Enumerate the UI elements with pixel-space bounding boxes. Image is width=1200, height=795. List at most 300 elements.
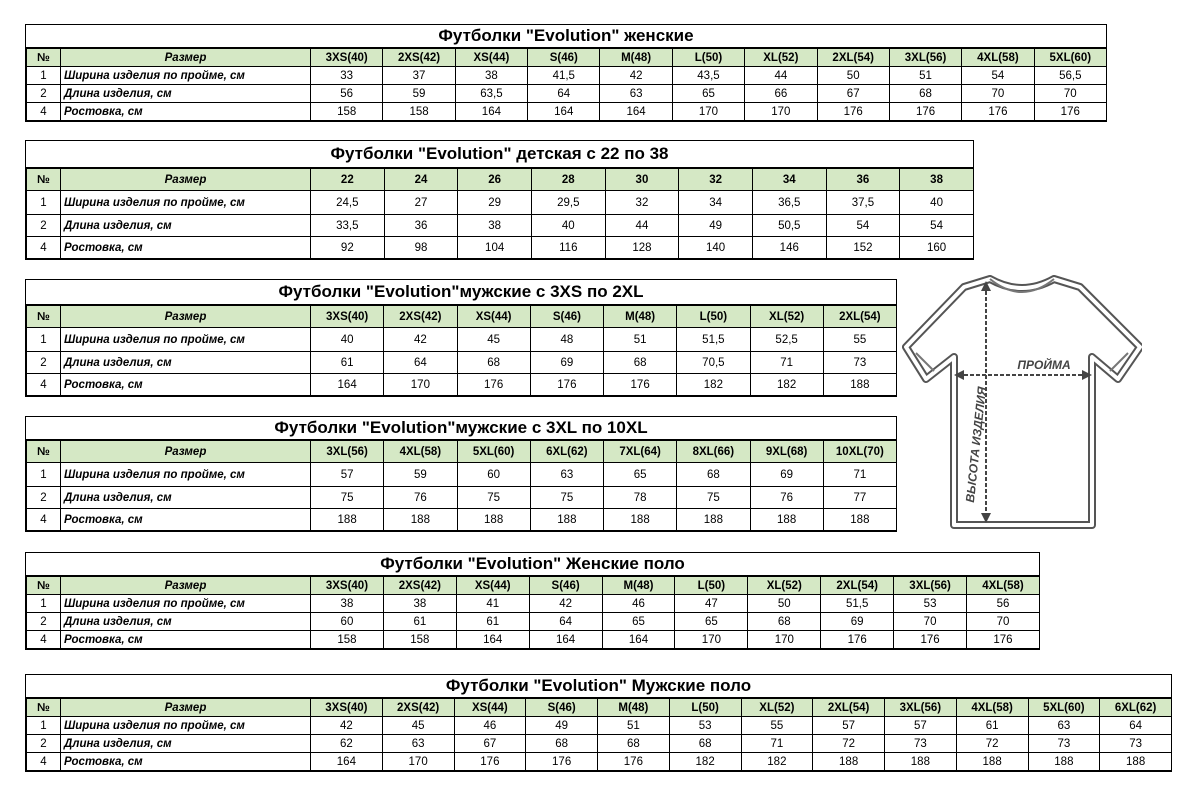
row-label: Ширина изделия по пройме, см bbox=[61, 595, 311, 613]
table-cell: 72 bbox=[956, 735, 1028, 753]
table-cell: 63 bbox=[600, 85, 672, 103]
size-column-header: M(48) bbox=[598, 699, 670, 717]
table-cell: 176 bbox=[604, 374, 677, 396]
table-cell: 59 bbox=[384, 463, 457, 487]
row-number: 4 bbox=[27, 374, 61, 396]
table-cell: 53 bbox=[894, 595, 967, 613]
table-cell: 75 bbox=[457, 487, 530, 509]
table-cell: 63,5 bbox=[455, 85, 527, 103]
table-cell: 76 bbox=[384, 487, 457, 509]
row-number: 1 bbox=[27, 191, 61, 215]
table-cell: 45 bbox=[382, 717, 454, 735]
table-cell: 29 bbox=[458, 191, 532, 215]
size-column-header: 8XL(66) bbox=[677, 441, 750, 463]
row-label: Ростовка, см bbox=[61, 631, 311, 649]
row-label: Длина изделия, см bbox=[61, 487, 311, 509]
number-header: № bbox=[27, 699, 61, 717]
table-cell: 182 bbox=[677, 374, 750, 396]
table-cell: 54 bbox=[826, 215, 900, 237]
size-column-header: L(50) bbox=[672, 49, 744, 67]
size-column-header: S(46) bbox=[529, 577, 602, 595]
row-number: 2 bbox=[27, 85, 61, 103]
size-column-header: 10XL(70) bbox=[823, 441, 896, 463]
table-cell: 65 bbox=[675, 613, 748, 631]
table-header-row bbox=[27, 49, 1107, 67]
row-number: 1 bbox=[27, 67, 61, 85]
row-label: Ширина изделия по пройме, см bbox=[61, 717, 311, 735]
table-row bbox=[27, 717, 1172, 735]
size-column-header: 3XS(40) bbox=[311, 306, 384, 328]
table-cell: 68 bbox=[669, 735, 741, 753]
row-number: 2 bbox=[27, 215, 61, 237]
table-row bbox=[27, 103, 1107, 121]
size-table bbox=[25, 552, 1040, 650]
size-column-header: 24 bbox=[384, 169, 458, 191]
table-row bbox=[27, 753, 1172, 771]
table-cell: 92 bbox=[311, 237, 385, 259]
row-label: Ширина изделия по пройме, см bbox=[61, 463, 311, 487]
row-number: 1 bbox=[27, 595, 61, 613]
table-cell: 164 bbox=[529, 631, 602, 649]
size-column-header: XL(52) bbox=[745, 49, 817, 67]
table-cell: 49 bbox=[679, 215, 753, 237]
table-cell: 69 bbox=[530, 352, 603, 374]
table-cell: 27 bbox=[384, 191, 458, 215]
table-header-row bbox=[27, 577, 1040, 595]
table-cell: 64 bbox=[529, 613, 602, 631]
tshirt-diagram bbox=[902, 275, 1142, 530]
row-number: 4 bbox=[27, 753, 61, 771]
row-number: 2 bbox=[27, 352, 61, 374]
table-row bbox=[27, 613, 1040, 631]
size-column-header: 3XL(56) bbox=[885, 699, 957, 717]
table-cell: 44 bbox=[745, 67, 817, 85]
size-table bbox=[25, 279, 897, 397]
table-cell: 61 bbox=[456, 613, 529, 631]
size-column-header: 4XL(58) bbox=[956, 699, 1028, 717]
table-cell: 38 bbox=[311, 595, 384, 613]
table-cell: 42 bbox=[529, 595, 602, 613]
table-cell: 63 bbox=[530, 463, 603, 487]
table-row bbox=[27, 215, 974, 237]
table-cell: 51,5 bbox=[677, 328, 750, 352]
table-row bbox=[27, 631, 1040, 649]
size-column-header: 28 bbox=[531, 169, 605, 191]
number-header: № bbox=[27, 49, 61, 67]
table-cell: 56 bbox=[311, 85, 383, 103]
table-cell: 170 bbox=[384, 374, 457, 396]
table-cell: 60 bbox=[311, 613, 384, 631]
table-header-row bbox=[27, 699, 1172, 717]
table-cell: 158 bbox=[383, 631, 456, 649]
size-column-header: M(48) bbox=[600, 49, 672, 67]
table-cell: 41,5 bbox=[528, 67, 600, 85]
table-cell: 46 bbox=[602, 595, 675, 613]
table-cell: 152 bbox=[826, 237, 900, 259]
table-cell: 57 bbox=[885, 717, 957, 735]
table-cell: 188 bbox=[1100, 753, 1172, 771]
table-cell: 176 bbox=[821, 631, 894, 649]
size-column-header: XS(44) bbox=[455, 49, 527, 67]
table-cell: 69 bbox=[821, 613, 894, 631]
table-cell: 34 bbox=[679, 191, 753, 215]
table-cell: 64 bbox=[384, 352, 457, 374]
table-cell: 45 bbox=[457, 328, 530, 352]
table-cell: 65 bbox=[602, 613, 675, 631]
row-number: 2 bbox=[27, 735, 61, 753]
size-column-header: 32 bbox=[679, 169, 753, 191]
size-column-header: XS(44) bbox=[457, 306, 530, 328]
table-cell: 40 bbox=[900, 191, 974, 215]
table-row bbox=[27, 191, 974, 215]
table-row bbox=[27, 328, 897, 352]
size-column-header: 34 bbox=[752, 169, 826, 191]
table-cell: 63 bbox=[382, 735, 454, 753]
table-cell: 164 bbox=[602, 631, 675, 649]
size-column-header: 3XS(40) bbox=[311, 699, 383, 717]
table-cell: 65 bbox=[672, 85, 744, 103]
table-cell: 164 bbox=[600, 103, 672, 121]
table-cell: 47 bbox=[675, 595, 748, 613]
size-column-header: S(46) bbox=[528, 49, 600, 67]
table-row bbox=[27, 509, 897, 531]
size-column-header: 5XL(60) bbox=[457, 441, 530, 463]
size-header: Размер bbox=[61, 699, 311, 717]
table-cell: 71 bbox=[823, 463, 896, 487]
table-cell: 98 bbox=[384, 237, 458, 259]
row-label: Ростовка, см bbox=[61, 374, 311, 396]
table-row bbox=[27, 487, 897, 509]
table-cell: 176 bbox=[889, 103, 961, 121]
row-number: 1 bbox=[27, 717, 61, 735]
table-cell: 73 bbox=[1028, 735, 1100, 753]
table-cell: 48 bbox=[530, 328, 603, 352]
table-cell: 188 bbox=[813, 753, 885, 771]
table-cell: 75 bbox=[677, 487, 750, 509]
table-cell: 61 bbox=[956, 717, 1028, 735]
size-column-header: 38 bbox=[900, 169, 974, 191]
table-row bbox=[27, 595, 1040, 613]
table-cell: 41 bbox=[456, 595, 529, 613]
table-cell: 188 bbox=[823, 509, 896, 531]
table-cell: 164 bbox=[528, 103, 600, 121]
table-cell: 51 bbox=[604, 328, 677, 352]
table-cell: 146 bbox=[752, 237, 826, 259]
table-cell: 68 bbox=[748, 613, 821, 631]
table-cell: 176 bbox=[526, 753, 598, 771]
table-cell: 70 bbox=[967, 613, 1040, 631]
table-cell: 50 bbox=[817, 67, 889, 85]
size-column-header: 5XL(60) bbox=[1034, 49, 1106, 67]
table-cell: 61 bbox=[383, 613, 456, 631]
table-cell: 40 bbox=[311, 328, 384, 352]
table-cell: 188 bbox=[530, 509, 603, 531]
table-cell: 67 bbox=[454, 735, 526, 753]
table-cell: 182 bbox=[750, 374, 823, 396]
table-title: Футболки "Evolution" Женские поло bbox=[26, 553, 1039, 576]
table-cell: 170 bbox=[748, 631, 821, 649]
table-title: Футболки "Evolution" женские bbox=[26, 25, 1106, 48]
table-cell: 68 bbox=[526, 735, 598, 753]
table-cell: 78 bbox=[604, 487, 677, 509]
size-column-header: 4XL(58) bbox=[967, 577, 1040, 595]
size-column-header: XL(52) bbox=[748, 577, 821, 595]
table-cell: 68 bbox=[604, 352, 677, 374]
table-cell: 71 bbox=[741, 735, 813, 753]
table-cell: 56 bbox=[967, 595, 1040, 613]
row-label: Ростовка, см bbox=[61, 753, 311, 771]
size-table bbox=[25, 140, 974, 260]
size-header: Размер bbox=[61, 169, 311, 191]
size-column-header: 3XS(40) bbox=[311, 49, 383, 67]
table-cell: 50,5 bbox=[752, 215, 826, 237]
table-cell: 170 bbox=[675, 631, 748, 649]
table-title: Футболки "Evolution"мужские с 3XS по 2XL bbox=[26, 280, 896, 305]
table-cell: 70 bbox=[894, 613, 967, 631]
size-header: Размер bbox=[61, 577, 311, 595]
table-cell: 38 bbox=[383, 595, 456, 613]
table-cell: 46 bbox=[454, 717, 526, 735]
size-column-header: 2XS(42) bbox=[382, 699, 454, 717]
row-label: Длина изделия, см bbox=[61, 735, 311, 753]
table-cell: 75 bbox=[530, 487, 603, 509]
table-title: Футболки "Evolution" детская с 22 по 38 bbox=[26, 141, 973, 168]
row-label: Длина изделия, см bbox=[61, 613, 311, 631]
table-cell: 75 bbox=[311, 487, 384, 509]
table-cell: 176 bbox=[457, 374, 530, 396]
table-cell: 77 bbox=[823, 487, 896, 509]
table-cell: 188 bbox=[1028, 753, 1100, 771]
size-column-header: 2XL(54) bbox=[817, 49, 889, 67]
size-header: Размер bbox=[61, 441, 311, 463]
table-header-row bbox=[27, 441, 897, 463]
row-number: 4 bbox=[27, 631, 61, 649]
table-cell: 164 bbox=[311, 374, 384, 396]
table-cell: 36 bbox=[384, 215, 458, 237]
table-cell: 44 bbox=[605, 215, 679, 237]
size-column-header: 4XL(58) bbox=[962, 49, 1034, 67]
table-cell: 176 bbox=[894, 631, 967, 649]
size-column-header: 26 bbox=[458, 169, 532, 191]
table-cell: 176 bbox=[454, 753, 526, 771]
size-column-header: 6XL(62) bbox=[1100, 699, 1172, 717]
table-cell: 176 bbox=[962, 103, 1034, 121]
size-column-header: L(50) bbox=[675, 577, 748, 595]
table-cell: 73 bbox=[823, 352, 896, 374]
table-cell: 42 bbox=[384, 328, 457, 352]
size-column-header: 6XL(62) bbox=[530, 441, 603, 463]
table-cell: 176 bbox=[530, 374, 603, 396]
table-cell: 188 bbox=[677, 509, 750, 531]
table-cell: 43,5 bbox=[672, 67, 744, 85]
table-cell: 33 bbox=[311, 67, 383, 85]
table-cell: 170 bbox=[382, 753, 454, 771]
size-column-header: 30 bbox=[605, 169, 679, 191]
table-cell: 158 bbox=[383, 103, 455, 121]
table-cell: 170 bbox=[672, 103, 744, 121]
size-column-header: 36 bbox=[826, 169, 900, 191]
size-column-header: XS(44) bbox=[454, 699, 526, 717]
table-cell: 32 bbox=[605, 191, 679, 215]
table-cell: 170 bbox=[745, 103, 817, 121]
table-cell: 188 bbox=[750, 509, 823, 531]
table-cell: 71 bbox=[750, 352, 823, 374]
table-cell: 37,5 bbox=[826, 191, 900, 215]
size-column-header: XS(44) bbox=[456, 577, 529, 595]
table-cell: 62 bbox=[311, 735, 383, 753]
size-column-header: 3XL(56) bbox=[311, 441, 384, 463]
row-number: 4 bbox=[27, 509, 61, 531]
table-cell: 57 bbox=[813, 717, 885, 735]
table-header-row bbox=[27, 169, 974, 191]
size-header: Размер bbox=[61, 49, 311, 67]
table-cell: 182 bbox=[741, 753, 813, 771]
table-cell: 70 bbox=[1034, 85, 1106, 103]
table-cell: 55 bbox=[823, 328, 896, 352]
row-label: Длина изделия, см bbox=[61, 215, 311, 237]
table-row bbox=[27, 352, 897, 374]
table-cell: 67 bbox=[817, 85, 889, 103]
table-cell: 188 bbox=[311, 509, 384, 531]
size-column-header: M(48) bbox=[604, 306, 677, 328]
size-header: Размер bbox=[61, 306, 311, 328]
table-cell: 176 bbox=[598, 753, 670, 771]
size-column-header: 2XL(54) bbox=[823, 306, 896, 328]
table-cell: 70 bbox=[962, 85, 1034, 103]
table-cell: 42 bbox=[600, 67, 672, 85]
row-number: 1 bbox=[27, 328, 61, 352]
size-column-header: S(46) bbox=[530, 306, 603, 328]
table-cell: 68 bbox=[889, 85, 961, 103]
table-cell: 36,5 bbox=[752, 191, 826, 215]
table-cell: 164 bbox=[311, 753, 383, 771]
table-cell: 53 bbox=[669, 717, 741, 735]
table-cell: 50 bbox=[748, 595, 821, 613]
table-cell: 176 bbox=[967, 631, 1040, 649]
table-cell: 37 bbox=[383, 67, 455, 85]
table-row bbox=[27, 735, 1172, 753]
table-cell: 104 bbox=[458, 237, 532, 259]
table-cell: 63 bbox=[1028, 717, 1100, 735]
number-header: № bbox=[27, 306, 61, 328]
size-column-header: XL(52) bbox=[741, 699, 813, 717]
table-cell: 42 bbox=[311, 717, 383, 735]
size-column-header: L(50) bbox=[677, 306, 750, 328]
table-cell: 140 bbox=[679, 237, 753, 259]
table-cell: 54 bbox=[900, 215, 974, 237]
row-label: Длина изделия, см bbox=[61, 85, 311, 103]
size-column-header: 3XS(40) bbox=[311, 577, 384, 595]
table-cell: 51,5 bbox=[821, 595, 894, 613]
table-cell: 55 bbox=[741, 717, 813, 735]
table-title: Футболки "Evolution"мужские с 3XL по 10XL bbox=[26, 417, 896, 440]
table-title: Футболки "Evolution" Мужские поло bbox=[26, 675, 1171, 698]
table-cell: 158 bbox=[311, 631, 384, 649]
table-cell: 61 bbox=[311, 352, 384, 374]
size-column-header: 7XL(64) bbox=[604, 441, 677, 463]
row-number: 2 bbox=[27, 613, 61, 631]
table-row bbox=[27, 374, 897, 396]
size-column-header: XL(52) bbox=[750, 306, 823, 328]
row-label: Ростовка, см bbox=[61, 237, 311, 259]
table-cell: 176 bbox=[1034, 103, 1106, 121]
table-cell: 73 bbox=[885, 735, 957, 753]
table-cell: 40 bbox=[531, 215, 605, 237]
table-cell: 52,5 bbox=[750, 328, 823, 352]
table-cell: 188 bbox=[823, 374, 896, 396]
table-cell: 60 bbox=[457, 463, 530, 487]
table-cell: 24,5 bbox=[311, 191, 385, 215]
size-column-header: L(50) bbox=[669, 699, 741, 717]
table-cell: 128 bbox=[605, 237, 679, 259]
table-cell: 59 bbox=[383, 85, 455, 103]
table-cell: 57 bbox=[311, 463, 384, 487]
row-label: Ширина изделия по пройме, см bbox=[61, 67, 311, 85]
table-cell: 176 bbox=[817, 103, 889, 121]
table-cell: 116 bbox=[531, 237, 605, 259]
size-column-header: 3XL(56) bbox=[889, 49, 961, 67]
row-number: 1 bbox=[27, 463, 61, 487]
table-cell: 49 bbox=[526, 717, 598, 735]
table-cell: 76 bbox=[750, 487, 823, 509]
size-table bbox=[25, 24, 1107, 122]
table-cell: 70,5 bbox=[677, 352, 750, 374]
size-column-header: 5XL(60) bbox=[1028, 699, 1100, 717]
row-label: Ширина изделия по пройме, см bbox=[61, 328, 311, 352]
table-cell: 188 bbox=[384, 509, 457, 531]
table-cell: 160 bbox=[900, 237, 974, 259]
size-column-header: 2XL(54) bbox=[813, 699, 885, 717]
table-cell: 158 bbox=[311, 103, 383, 121]
table-cell: 164 bbox=[455, 103, 527, 121]
table-cell: 182 bbox=[669, 753, 741, 771]
row-label: Ширина изделия по пройме, см bbox=[61, 191, 311, 215]
height-label: ВЫСОТА ИЗДЕЛИЯ bbox=[962, 386, 990, 504]
table-cell: 69 bbox=[750, 463, 823, 487]
table-cell: 188 bbox=[457, 509, 530, 531]
table-cell: 33,5 bbox=[311, 215, 385, 237]
size-column-header: 2XL(54) bbox=[821, 577, 894, 595]
table-header-row bbox=[27, 306, 897, 328]
table-cell: 188 bbox=[885, 753, 957, 771]
table-cell: 72 bbox=[813, 735, 885, 753]
size-column-header: 22 bbox=[311, 169, 385, 191]
size-column-header: M(48) bbox=[602, 577, 675, 595]
table-cell: 64 bbox=[528, 85, 600, 103]
table-cell: 54 bbox=[962, 67, 1034, 85]
size-column-header: 4XL(58) bbox=[384, 441, 457, 463]
table-cell: 66 bbox=[745, 85, 817, 103]
table-cell: 38 bbox=[458, 215, 532, 237]
table-row bbox=[27, 463, 897, 487]
table-cell: 38 bbox=[455, 67, 527, 85]
table-cell: 68 bbox=[677, 463, 750, 487]
table-row bbox=[27, 237, 974, 259]
size-column-header: S(46) bbox=[526, 699, 598, 717]
table-cell: 164 bbox=[456, 631, 529, 649]
row-number: 4 bbox=[27, 237, 61, 259]
size-column-header: 2XS(42) bbox=[383, 49, 455, 67]
table-cell: 68 bbox=[457, 352, 530, 374]
table-cell: 68 bbox=[598, 735, 670, 753]
row-label: Длина изделия, см bbox=[61, 352, 311, 374]
number-header: № bbox=[27, 169, 61, 191]
row-label: Ростовка, см bbox=[61, 103, 311, 121]
tshirt-outline bbox=[906, 279, 1140, 525]
table-cell: 51 bbox=[598, 717, 670, 735]
size-column-header: 9XL(68) bbox=[750, 441, 823, 463]
row-label: Ростовка, см bbox=[61, 509, 311, 531]
